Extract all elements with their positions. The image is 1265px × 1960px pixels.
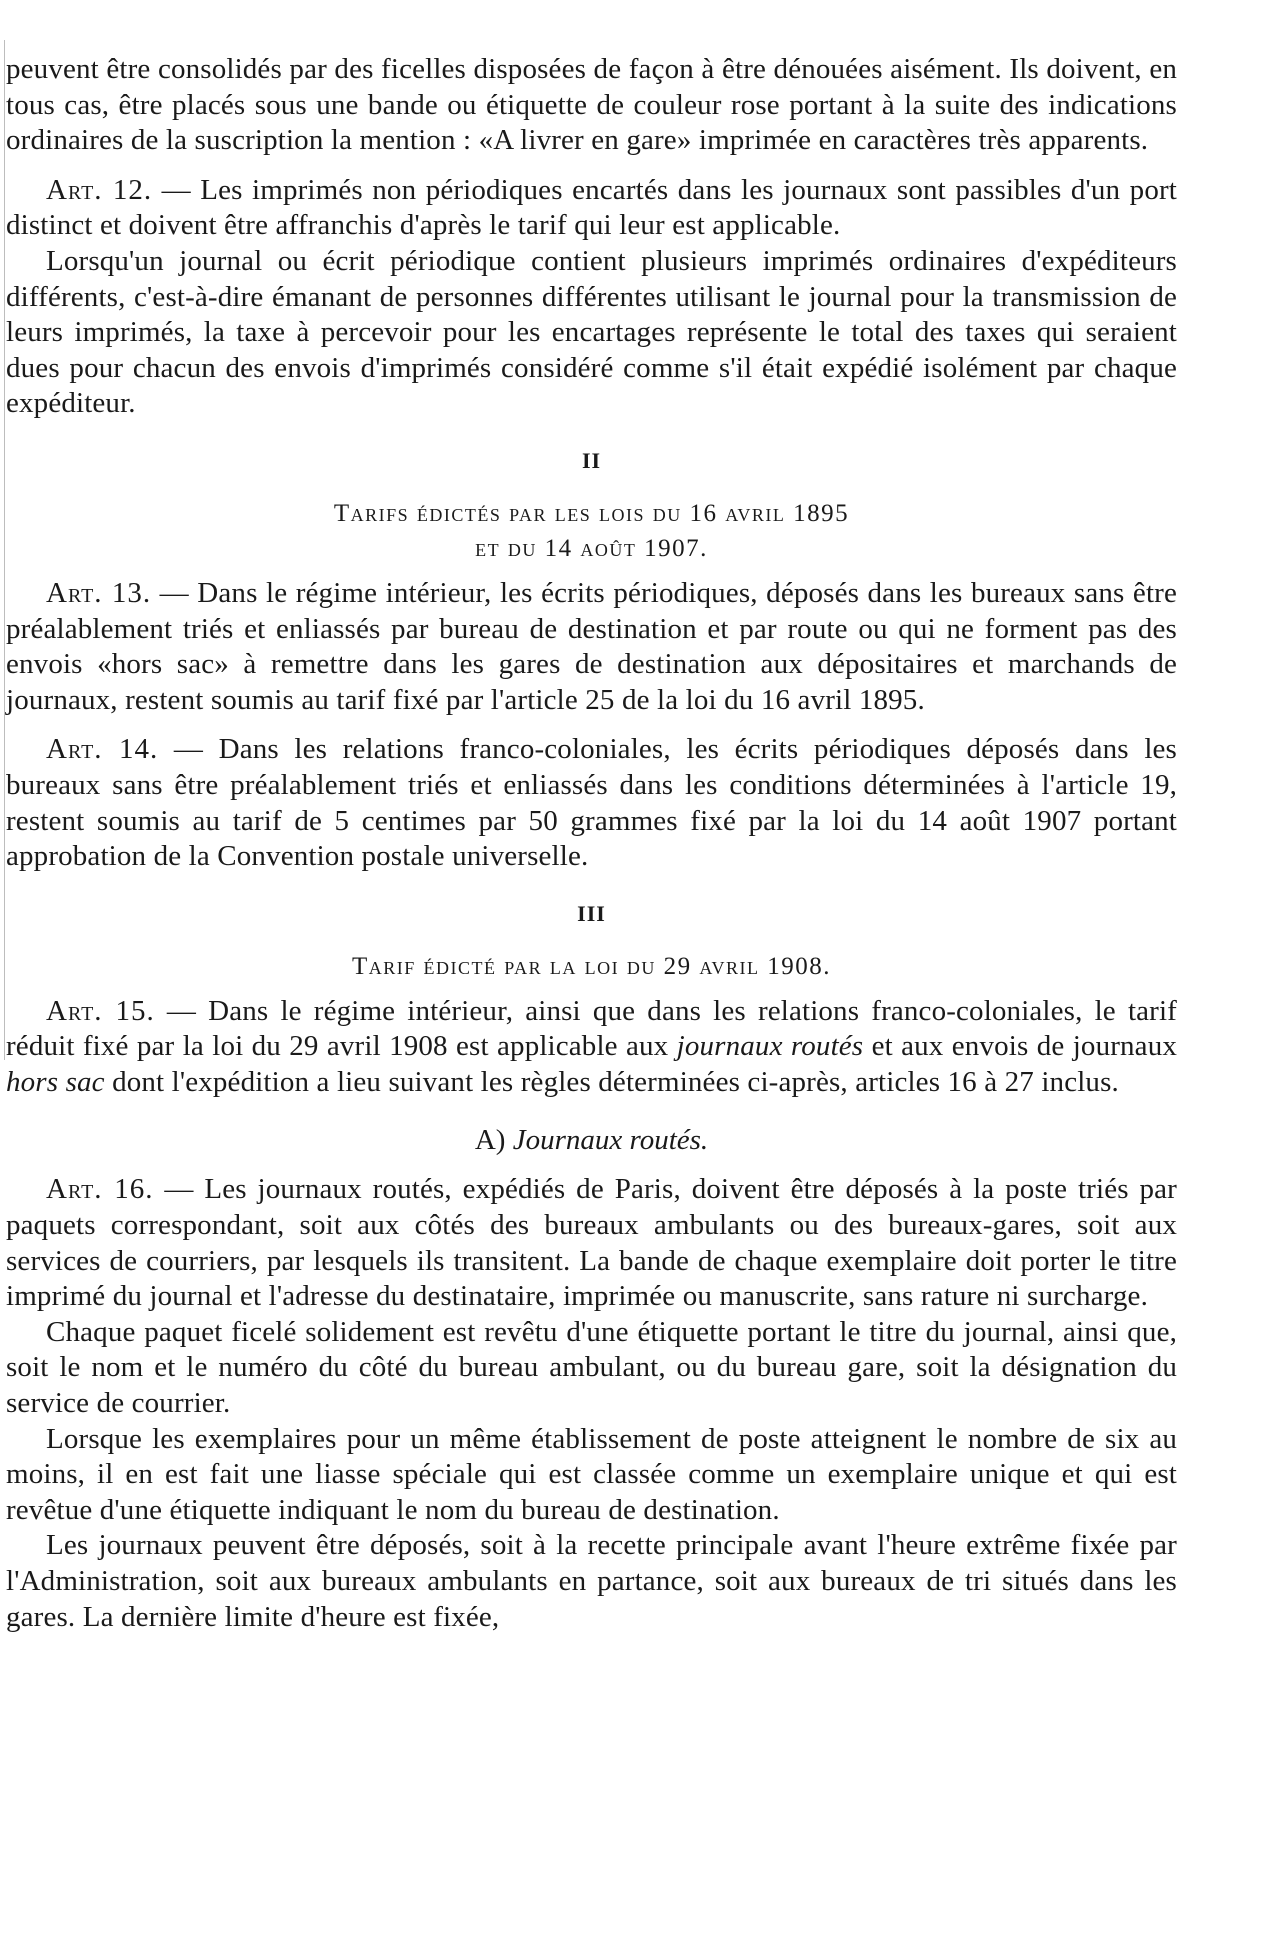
section-2-title-line-1: Tarifs édictés par les lois du 16 avril 1895 xyxy=(333,499,850,527)
article-16-text: — Les journaux routés, expédiés de Paris, doivent être déposés à la poste triés par paquets correspondant, soit aux côtés des bureaux ambulants ou des bureaux-gares, soit aux services de courriers, par lesquels ils transitent. La bande de chaque exemplaire doit porter le titre imprimé du journal et l'adresse du destinataire, imprimée ou manuscrite, sans rature ni surcharge. xyxy=(6,1173,1177,1313)
article-15-italic-journaux-routes: journaux routés xyxy=(676,1030,864,1063)
subsection-a-letter: A) xyxy=(474,1124,513,1157)
article-13-label: Art. 13. xyxy=(46,576,152,609)
article-16 xyxy=(6,1172,1177,1314)
article-15-text-middle: et aux envois de journaux xyxy=(863,1030,1178,1063)
article-16-paragraph-4: Les journaux peuvent être déposés, soit à la recette principale avant l'heure extrême fixée par l'Administration, soit aux bureaux ambulants en partance, soit aux bureaux de tri situés dans les gares. La dernière limite d'heure est fixée, xyxy=(6,1529,1177,1633)
margin-rule xyxy=(4,40,5,1060)
section-numeral-2: II xyxy=(581,447,602,473)
article-12 xyxy=(6,173,1177,244)
article-12-label: Art. 12. xyxy=(46,173,153,206)
article-15-text-before: — Dans le régime intérieur, ainsi que dans les relations franco-coloniales, le tarif réduit fixé par la loi du 29 avril 1908 est applicable aux xyxy=(6,994,1177,1063)
article-16-paragraph-3: Lorsque les exemplaires pour un même établissement de poste atteignent le nombre de six au moins, il en est fait une liasse spéciale qui est classée comme un exemplaire unique et qui est revêtue d'une étiquette indiquant le nom du bureau de destination. xyxy=(6,1422,1177,1526)
subsection-a-title: Journaux routés. xyxy=(512,1124,709,1157)
section-numeral-3: III xyxy=(577,900,606,926)
article-16-paragraph-2: Chaque paquet ficelé solidement est revêtu d'une étiquette portant le titre du journal, ainsi que, soit le nom et le numéro du côté du bureau ambulant, ou du bureau gare, soit la désignation du service de courrier. xyxy=(6,1315,1177,1420)
article-14-label: Art. 14. xyxy=(46,733,159,766)
article-13 xyxy=(6,576,1177,718)
article-15-label: Art. 15. xyxy=(46,994,155,1027)
section-2-title-line-2: et du 14 août 1907. xyxy=(475,534,708,562)
article-15-italic-hors-sac: hors sac xyxy=(6,1065,105,1098)
article-13-text: — Dans le régime intérieur, les écrits périodiques, déposés dans les bureaux sans être préalablement triés et enliassés par bureau de destination et par route ou qui ne forment pas des envois «hors sac» à remettre dans les gares de destination aux dépositaires et marchands de journaux, restent soumis au tarif fixé par l'article 25 de la loi du 16 avril 1895. xyxy=(6,576,1177,716)
section-3-title: Tarif édicté par la loi du 29 avril 1908. xyxy=(351,952,832,980)
opening-paragraph: peuvent être consolidés par des ficelles disposées de façon à être dénouées aisément. Ils doivent, en tous cas, être placés sous une bande ou étiquette de couleur rose portant à la suite des indications ordinaires de la suscription la mention : «A livrer en gare» imprimée en caractères très apparents. xyxy=(6,53,1177,157)
article-15-text-after: dont l'expédition a lieu suivant les règles déterminées ci-après, articles 16 à 27 inclus. xyxy=(104,1065,1119,1098)
article-15 xyxy=(6,994,1177,1101)
article-12-paragraph-2: Lorsqu'un journal ou écrit périodique contient plusieurs imprimés ordinaires d'expéditeurs différents, c'est-à-dire émanant de personnes différentes utilisant le journal pour la transmission de leurs imprimés, la taxe à percevoir pour les encartages représente le total des taxes qui seraient dues pour chacun des envois d'imprimés considéré comme s'il était expédié isolément par chaque expéditeur. xyxy=(6,244,1177,420)
article-12-text: — Les imprimés non périodiques encartés dans les journaux sont passibles d'un port distinct et doivent être affranchis d'après le tarif qui leur est applicable. xyxy=(6,173,1177,242)
subsection-a-heading xyxy=(6,1122,1177,1158)
article-14 xyxy=(6,732,1177,874)
article-14-text: — Dans les relations franco-coloniales, les écrits périodiques déposés dans les bureaux sans être préalablement triés et enliassés dans les conditions déterminées à l'article 19, restent soumis au tarif de 5 centimes par 50 grammes fixé par la loi du 14 août 1907 portant approbation de la Convention postale universelle. xyxy=(6,733,1177,873)
article-16-label: Art. 16. xyxy=(46,1173,154,1206)
